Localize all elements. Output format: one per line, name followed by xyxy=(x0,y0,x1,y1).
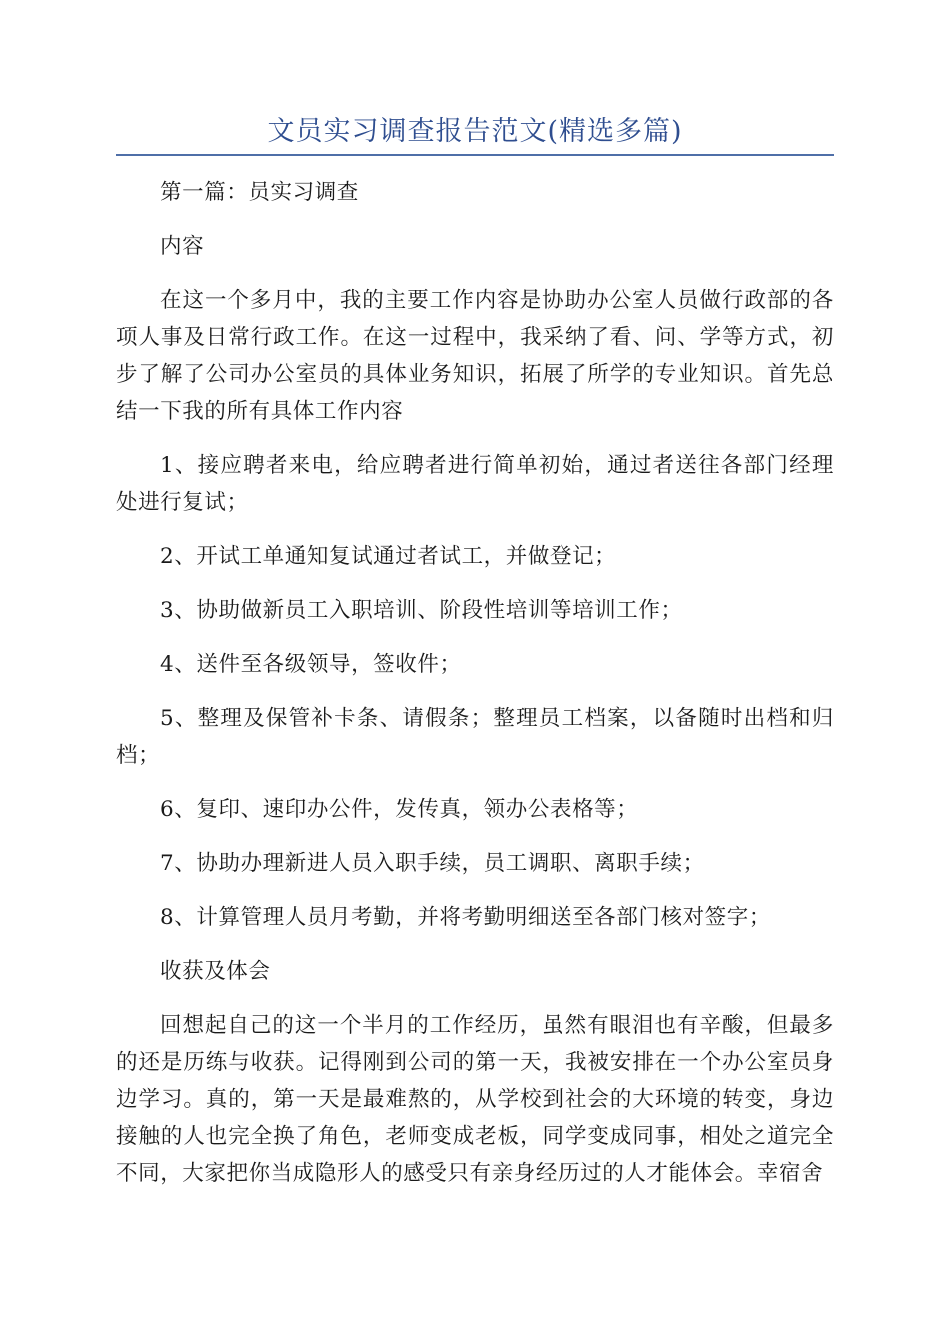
paragraph: 在这一个多月中，我的主要工作内容是协助办公室人员做行政部的各项人事及日常行政工作。在这一过程中，我采纳了看、问、学等方式，初步了解了公司办公室员的具体业务知识，拓展了所学的专业知识。首先总结一下我的所有具体工作内容 xyxy=(116,288,834,424)
document-title: 文员实习调查报告范文(精选多篇) xyxy=(267,116,683,147)
subsection-heading: 内容 xyxy=(160,234,205,259)
paragraph: 回想起自己的这一个半月的工作经历，虽然有眼泪也有辛酸，但最多的还是历练与收获。记得刚到公司的第一天，我被安排在一个办公室员身边学习。真的，第一天是最难熬的，从学校到社会的大环境的转变，身边接触的人也完全换了角色，老师变成老板，同学变成同事，相处之道完全不同，大家把你当成隐形人的感受只有亲身经历过的人才能体会。幸宿舍 xyxy=(116,1013,834,1186)
list-item: 6、复印、速印办公件，发传真，领办公表格等； xyxy=(160,797,639,822)
list-item: 3、协助做新员工入职培训、阶段性培训等培训工作； xyxy=(160,598,683,623)
list-item: 1、接应聘者来电，给应聘者进行简单初始，通过者送往各部门经理处进行复试； xyxy=(116,453,834,515)
list-item: 7、协助办理新进人员入职手续，员工调职、离职手续； xyxy=(160,851,705,876)
list-item: 5、整理及保管补卡条、请假条；整理员工档案，以备随时出档和归档； xyxy=(116,706,834,768)
list-item: 4、送件至各级领导，签收件； xyxy=(160,652,462,677)
list-item: 8、计算管理人员月考勤，并将考勤明细送至各部门核对签字； xyxy=(160,905,771,930)
document-body xyxy=(116,174,834,1209)
section-heading: 第一篇：员实习调查 xyxy=(160,180,359,205)
list-item: 2、开试工单通知复试通过者试工，并做登记； xyxy=(160,544,617,569)
subsection-heading: 收获及体会 xyxy=(160,959,271,984)
title-underline xyxy=(116,154,834,156)
